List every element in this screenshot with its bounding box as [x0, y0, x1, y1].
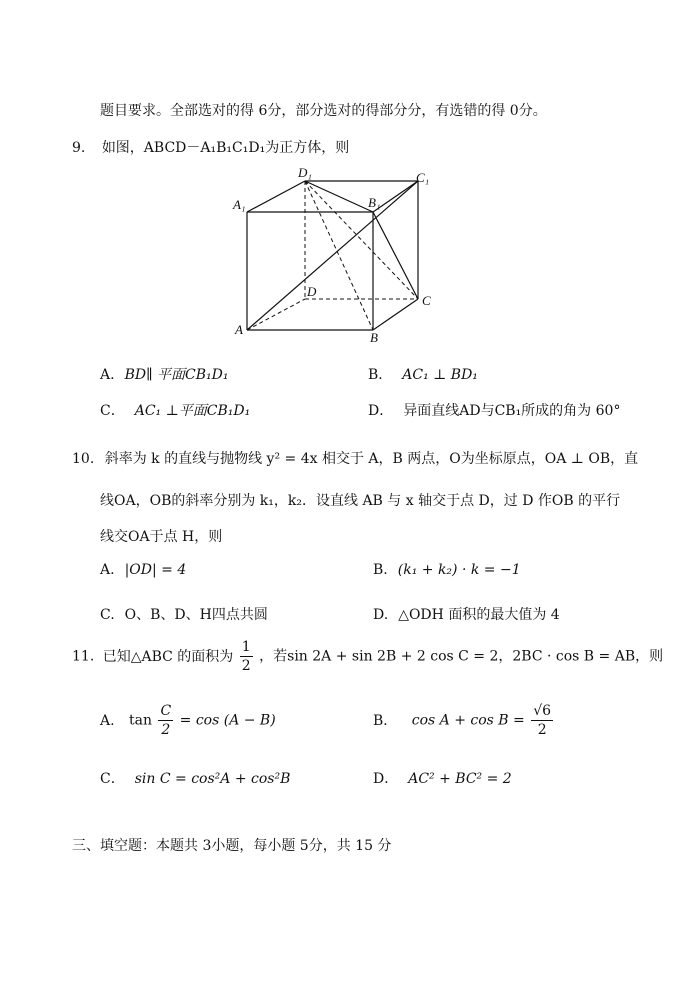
q11-option-b[interactable]: B． cos A + cos B = $\frac{√6}{2}$: [373, 703, 552, 738]
q10-option-d[interactable]: D. △ODH 面积的最大值为 4: [373, 607, 560, 623]
q11-number: 11.: [72, 648, 95, 665]
label-C1: C₁: [416, 170, 430, 185]
q9-option-a[interactable]: A. BD∥ 平面CB₁D₁: [100, 367, 229, 383]
q9-option-c[interactable]: C． AC₁ ⊥平面CB₁D₁: [100, 403, 251, 419]
label-A: A: [235, 322, 243, 337]
label-B: B: [370, 330, 378, 345]
q11-option-c[interactable]: C． sin C = cos²A + cos²B: [100, 771, 291, 787]
label-B1: B₁: [368, 195, 381, 210]
q10-line1: 10. 斜率为 k 的直线与抛物线 y² = 4x 相交于 A，B 两点，O为坐标原点，OA ⊥ OB，直: [72, 451, 639, 467]
q9-number: 9.: [72, 140, 86, 156]
intro-text: 题目要求。全部选对的得 6分，部分选对的得部分分，有选错的得 0分。: [100, 103, 547, 119]
q10-option-a[interactable]: A. |OD| = 4: [100, 562, 187, 578]
q9-option-d[interactable]: D． 异面直线AD与CB₁所成的角为 60°: [368, 403, 621, 419]
q11-option-a[interactable]: A. tan $\frac{C}{2}$ = cos (A − B): [100, 703, 276, 738]
q9-option-b[interactable]: B． AC₁ ⊥ BD₁: [368, 367, 478, 383]
q10-line3: 线交OA于点 H，则: [100, 529, 223, 545]
q11-stem: 11. 已知△ABC 的面积为 $\frac{1}{2}$ ，若sin 2A + sin 2B + 2 cos C = 2，2BC · cos B = AB，则: [72, 639, 664, 674]
label-D: D: [307, 284, 317, 299]
section3-heading: 三、填空题：本题共 3小题，每小题 5分，共 15 分: [72, 838, 392, 854]
q10-line2: 线OA，OB的斜率分别为 k₁，k₂．设直线 AB 与 x 轴交于点 D，过 D 作OB 的平行: [100, 493, 621, 509]
q10-option-c[interactable]: C. O、B、D、H四点共圆: [100, 607, 268, 623]
q11-area-fraction: $\frac{1}{2}$: [241, 639, 251, 674]
label-C: C: [422, 293, 431, 308]
label-D1: D₁: [298, 165, 312, 180]
q10-number: 10.: [72, 451, 95, 467]
q9-stem-text: 如图，ABCD－A₁B₁C₁D₁为正方体，则: [101, 140, 350, 156]
q10-option-b[interactable]: B. (k₁ + k₂) · k = −1: [373, 562, 521, 578]
label-A1: A₁: [233, 197, 246, 212]
q11-option-d[interactable]: D． AC² + BC² = 2: [373, 771, 512, 787]
